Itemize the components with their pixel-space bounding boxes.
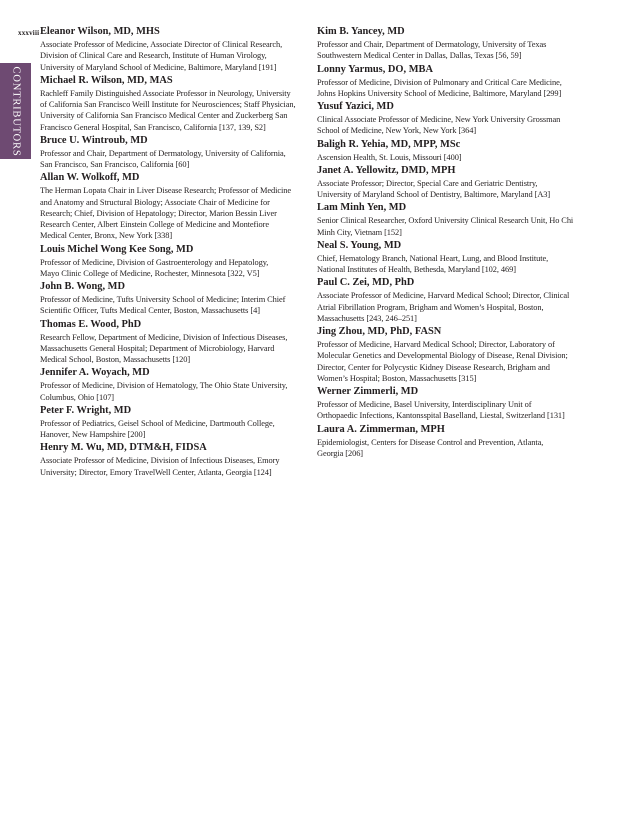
contributor-name: Paul C. Zei, MD, PhD [317, 277, 415, 289]
contributor-name: Michael R. Wilson, MD, MAS [40, 74, 173, 86]
contributor-affiliation-line: The Herman Lopata Chair in Liver Disease Research; Professor of Medicine [40, 186, 291, 196]
contributor-entry [317, 277, 579, 324]
contributor-name: Jing Zhou, MD, PhD, FASN [317, 326, 442, 337]
contributor-affiliation-line: Rachleff Family Distinguished Associate Professor in Neurology, University [40, 88, 291, 98]
contributor-affiliation-line: Professor of Medicine, Basel University, Interdisciplinary Unit of [317, 400, 532, 409]
contributor-entry [317, 165, 579, 201]
contributor-entry [40, 135, 302, 171]
contributor-affiliation-line: Associate Professor of Medicine, Division of Infectious Diseases, Emory [40, 456, 280, 466]
contributor-entry [40, 281, 302, 317]
contributor-entry [317, 326, 579, 384]
contributor-affiliation-line: Professor of Medicine, Tufts University School of Medicine; Interim Chief [40, 295, 286, 304]
contributor-affiliation-line: Molecular Genetics and Developmental Biology of Disease, Renal Division; [317, 351, 568, 361]
contributor-affiliation-line: Columbus, Ohio [107] [40, 392, 115, 402]
contributor-affiliation-line: National Institutes of Health, Bethesda, Maryland [102, 469] [317, 265, 516, 274]
contributor-affiliation-line: University of Maryland School of Medicine, Baltimore, Maryland [191] [40, 62, 277, 72]
contributor-affiliation-line: Research; Chief, Division of Hepatology; Director, Marion Bessin Liver [40, 208, 277, 218]
contributor-affiliation-line: Johns Hopkins University School of Medicine, Baltimore, Maryland [299] [317, 88, 562, 98]
contributor-name: Werner Zimmerli, MD [317, 386, 419, 397]
contributor-affiliation-line: Medical Center, Bronx, New York [338] [40, 231, 173, 241]
contributor-name: Neal S. Young, MD [317, 239, 402, 251]
contributor-entry [40, 405, 302, 441]
contributor-entry [317, 386, 579, 422]
contributor-name: Thomas E. Wood, PhD [40, 318, 142, 330]
contributor-affiliation-line: Scientific Officer, Tufts Medical Center, Boston, Massachusetts [4] [40, 306, 260, 316]
contributor-name: Janet A. Yellowitz, DMD, MPH [317, 164, 456, 176]
contributor-affiliation-line: University; Director, Emory TravelWell Center, Atlanta, Georgia [124] [40, 467, 272, 477]
contributor-entry [317, 26, 579, 62]
contributor-affiliation-line: Chief, Hematology Branch, National Heart, Lung, and Blood Institute, [317, 253, 549, 263]
section-tab-label: CONTRIBUTORS [10, 66, 22, 156]
contributor-name: Louis Michel Wong Kee Song, MD [40, 243, 194, 255]
page-number: xxxviii [18, 29, 40, 37]
contributor-affiliation-line: Massachusetts General Hospital; Department of Microbiology, Harvard [40, 343, 275, 353]
contributor-name: Jennifer A. Woyach, MD [40, 367, 150, 379]
contributor-name: Bruce U. Wintroub, MD [40, 134, 148, 146]
contributor-affiliation-line: Research Fellow, Department of Medicine, Division of Infectious Diseases, [40, 332, 288, 342]
contributor-name: Baligh R. Yehia, MD, MPP, MSc [317, 138, 461, 150]
contributor-affiliation-line: School of Medicine, New York, New York [364] [317, 126, 477, 136]
contributor-entry [317, 202, 579, 238]
contributor-name: John B. Wong, MD [40, 281, 125, 292]
contributor-affiliation-line: Professor of Pediatrics, Geisel School of Medicine, Dartmouth College, [40, 418, 275, 428]
contributor-affiliation-line: Clinical Associate Professor of Medicine, New York University Grossman [317, 115, 561, 124]
contributor-entry [317, 424, 579, 460]
contributor-affiliation-line: Mayo Clinic College of Medicine, Rochester, Minnesota [322, V5] [40, 268, 260, 278]
contributor-affiliation-line: University of Maryland School of Dentistry, Baltimore, Maryland [A3] [317, 190, 551, 199]
left-column [40, 26, 302, 480]
contributor-affiliation-line: Orthopaedic Infections, Kantonsspital Baselland, Liestal, Switzerland [131] [317, 411, 565, 421]
contributor-entry [317, 240, 579, 276]
contributor-affiliation-line: Atrial Fibrillation Program, Brigham and Women’s Hospital, Boston, [317, 302, 544, 312]
contributor-entry [317, 101, 579, 137]
contributor-name: Eleanor Wilson, MD, MHS [40, 26, 160, 37]
contributor-name: Lonny Yarmus, DO, MBA [317, 63, 433, 75]
contributor-affiliation-line: Francisco General Hospital, San Francisco, California [137, 139, S2] [40, 122, 266, 132]
contributor-entry [40, 367, 302, 403]
section-tab [0, 63, 31, 159]
contributor-affiliation-line: Professor and Chair, Department of Dermatology, University of California, [40, 148, 286, 158]
contributor-affiliation-line: of California San Francisco Weill Institute for Neurosciences; Staff Physician, [40, 100, 296, 109]
contributor-affiliation-line: Associate Professor of Medicine, Associate Director of Clinical Research, [40, 40, 283, 49]
contributor-affiliation-line: Senior Clinical Researcher, Oxford University Clinical Research Unit, Ho Chi [317, 216, 574, 226]
contributor-name: Lam Minh Yen, MD [317, 202, 407, 214]
contributor-entry [40, 26, 302, 73]
contributor-entry [40, 244, 302, 280]
contributor-affiliation-line: Massachusetts [243, 246–251] [317, 313, 417, 323]
contributor-affiliation-line: Professor of Medicine, Division of Gastroenterology and Hepatology, [40, 257, 269, 267]
contributor-affiliation-line: Ascension Health, St. Louis, Missouri [400] [317, 152, 462, 162]
contributor-affiliation-line: Division of Clinical Care and Research, Institute of Human Virology, [40, 51, 267, 61]
contributor-affiliation-line: Hanover, New Hampshire [200] [40, 430, 146, 439]
contributor-entry [40, 75, 302, 133]
contributor-affiliation-line: Professor and Chair, Department of Dermatology, University of Texas [317, 40, 547, 49]
contributor-affiliation-line: Professor of Medicine, Division of Hematology, The Ohio State University, [40, 381, 288, 391]
contributor-entry [317, 139, 579, 163]
contributor-affiliation-line: Director, Center for Polycystic Kidney Disease Research, Brigham and [317, 362, 550, 372]
contributor-name: Yusuf Yazici, MD [317, 101, 394, 112]
right-column [317, 26, 579, 461]
contributor-entry [40, 319, 302, 366]
contributor-entry [40, 172, 302, 241]
contributor-affiliation-line: Georgia [206] [317, 448, 364, 458]
contributor-name: Allan W. Wolkoff, MD [40, 172, 140, 184]
contributor-name: Peter F. Wright, MD [40, 404, 132, 416]
contributor-affiliation-line: Southwestern Medical Center in Dallas, Dallas, Texas [56, 59] [317, 51, 522, 61]
contributor-affiliation-line: University of California San Francisco Medical Center and Zuckerberg San [40, 111, 288, 121]
contributor-entry [317, 64, 579, 100]
contributor-affiliation-line: Research Center, Albert Einstein College of Medicine and Montefiore [40, 220, 269, 229]
contributor-affiliation-line: Epidemiologist, Centers for Disease Control and Prevention, Atlanta, [317, 437, 544, 447]
contributor-name: Laura A. Zimmerman, MPH [317, 423, 445, 435]
contributor-affiliation-line: Associate Professor; Director, Special Care and Geriatric Dentistry, [317, 178, 538, 188]
contributor-affiliation-line: Women’s Hospital; Boston, Massachusetts [315] [317, 373, 477, 383]
contributor-affiliation-line: and Anatomy and Structural Biology; Associate Chair of Medicine for [40, 197, 270, 207]
contributor-affiliation-line: Minh City, Vietnam [152] [317, 227, 402, 237]
contributor-affiliation-line: Professor of Medicine, Harvard Medical School; Director, Laboratory of [317, 340, 555, 349]
contributor-affiliation-line: San Francisco, San Francisco, California [60] [40, 160, 190, 169]
contributor-entry [40, 442, 302, 478]
contributor-affiliation-line: Professor of Medicine, Division of Pulmonary and Critical Care Medicine, [317, 77, 562, 87]
contributor-name: Kim B. Yancey, MD [317, 26, 405, 37]
contributor-name: Henry M. Wu, MD, DTM&H, FIDSA [40, 442, 207, 454]
contributor-affiliation-line: Medical School, Boston, Massachusetts [120] [40, 355, 191, 364]
contributor-affiliation-line: Associate Professor of Medicine, Harvard Medical School; Director, Clinical [317, 291, 570, 301]
